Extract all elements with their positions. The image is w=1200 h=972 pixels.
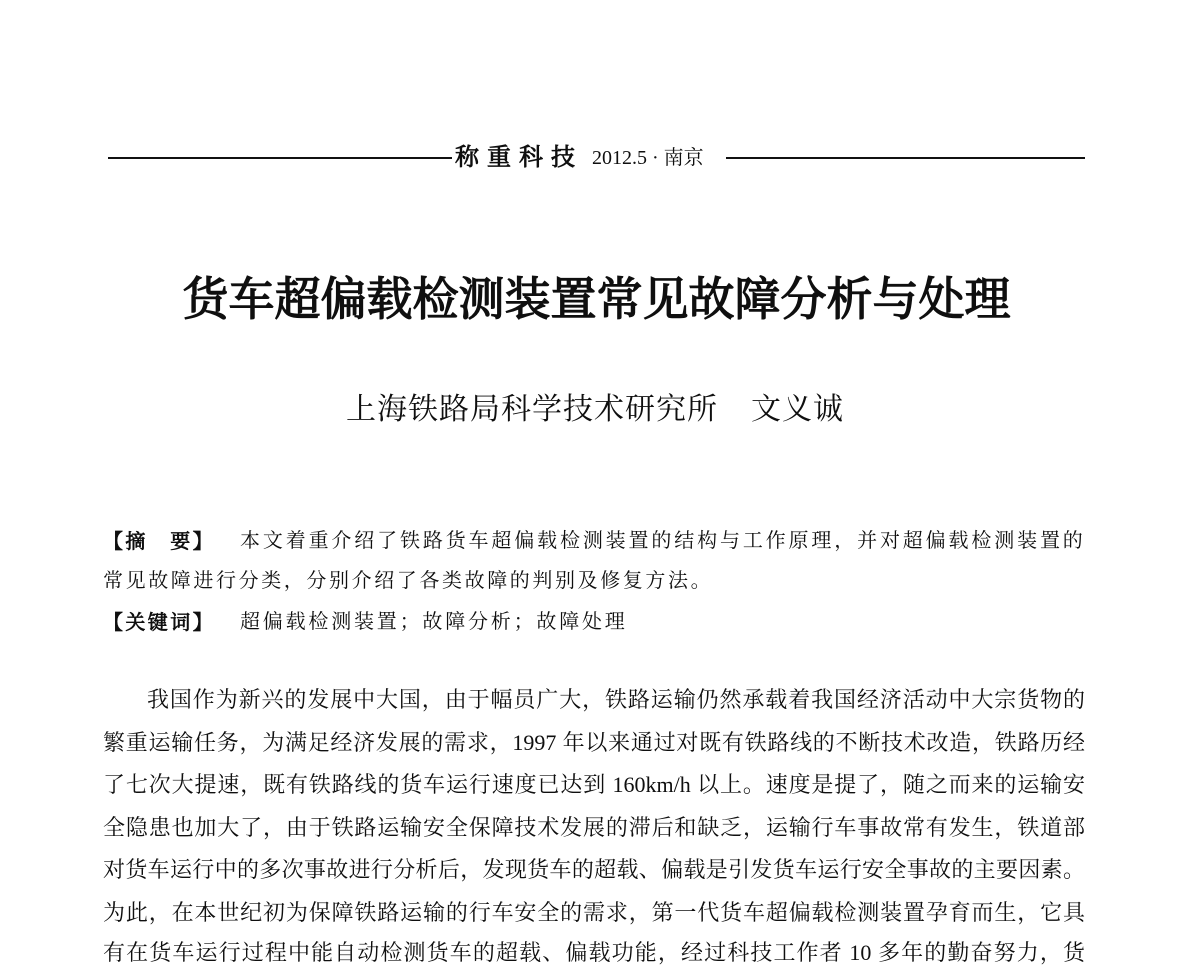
body-line: 对货车运行中的多次事故进行分析后，发现货车的超载、偏载是引发货车运行安全事故的主要因素。 xyxy=(103,857,1085,882)
body-line: 有在货车运行过程中能自动检测货车的超载、偏载功能，经过科技工作者 10 多年的勤奋努力，货 xyxy=(103,940,1085,965)
body-line: 为此，在本世纪初为保障铁路运输的行车安全的需求，第一代货车超偏载检测装置孕育而生，它具 xyxy=(103,899,1085,925)
paper-title: 货车超偏载检测装置常见故障分析与处理 xyxy=(182,274,1011,325)
header-rule-right xyxy=(726,157,1085,159)
body-line: 我国作为新兴的发展中大国，由于幅员广大，铁路运输仍然承载着我国经济活动中大宗货物的 xyxy=(147,687,1085,712)
keywords-label: 【关键词】 xyxy=(103,610,215,634)
abstract-line-1 xyxy=(103,521,1085,561)
header-rule-left xyxy=(108,157,452,159)
author-name: 文义诚 xyxy=(751,393,844,426)
abstract-text-line-2: 常见故障进行分类，分别介绍了各类故障的判别及修复方法。 xyxy=(103,570,714,592)
affiliation: 上海铁路局科学技术研究所 xyxy=(346,393,718,426)
keywords-text: 超偏载检测装置；故障分析；故障处理 xyxy=(240,611,628,633)
keywords xyxy=(103,602,1085,642)
abstract-label: 【摘 要】 xyxy=(103,529,215,553)
body-line: 繁重运输任务，为满足经济发展的需求，1997 年以来通过对既有铁路线的不断技术改造，铁路历经 xyxy=(103,729,1085,755)
abstract-text-line-1: 本文着重介绍了铁路货车超偏载检测装置的结构与工作原理，并对超偏载检测装置的 xyxy=(240,530,1085,552)
issue-info: 2012.5 · 南京 xyxy=(592,147,704,169)
journal-name: 称重科技 xyxy=(455,145,583,171)
byline xyxy=(0,390,1190,430)
abstract-line-2 xyxy=(103,561,1085,601)
body-line: 了七次大提速，既有铁路线的货车运行速度已达到 160km/h 以上。速度是提了，随之而来的运输安 xyxy=(103,772,1085,797)
body-paragraph xyxy=(103,679,1085,965)
running-header xyxy=(108,143,1085,173)
body-line: 全隐患也加大了，由于铁路运输安全保障技术发展的滞后和缺乏，运输行车事故常有发生，铁道部 xyxy=(103,814,1085,840)
abstract xyxy=(103,521,1085,601)
